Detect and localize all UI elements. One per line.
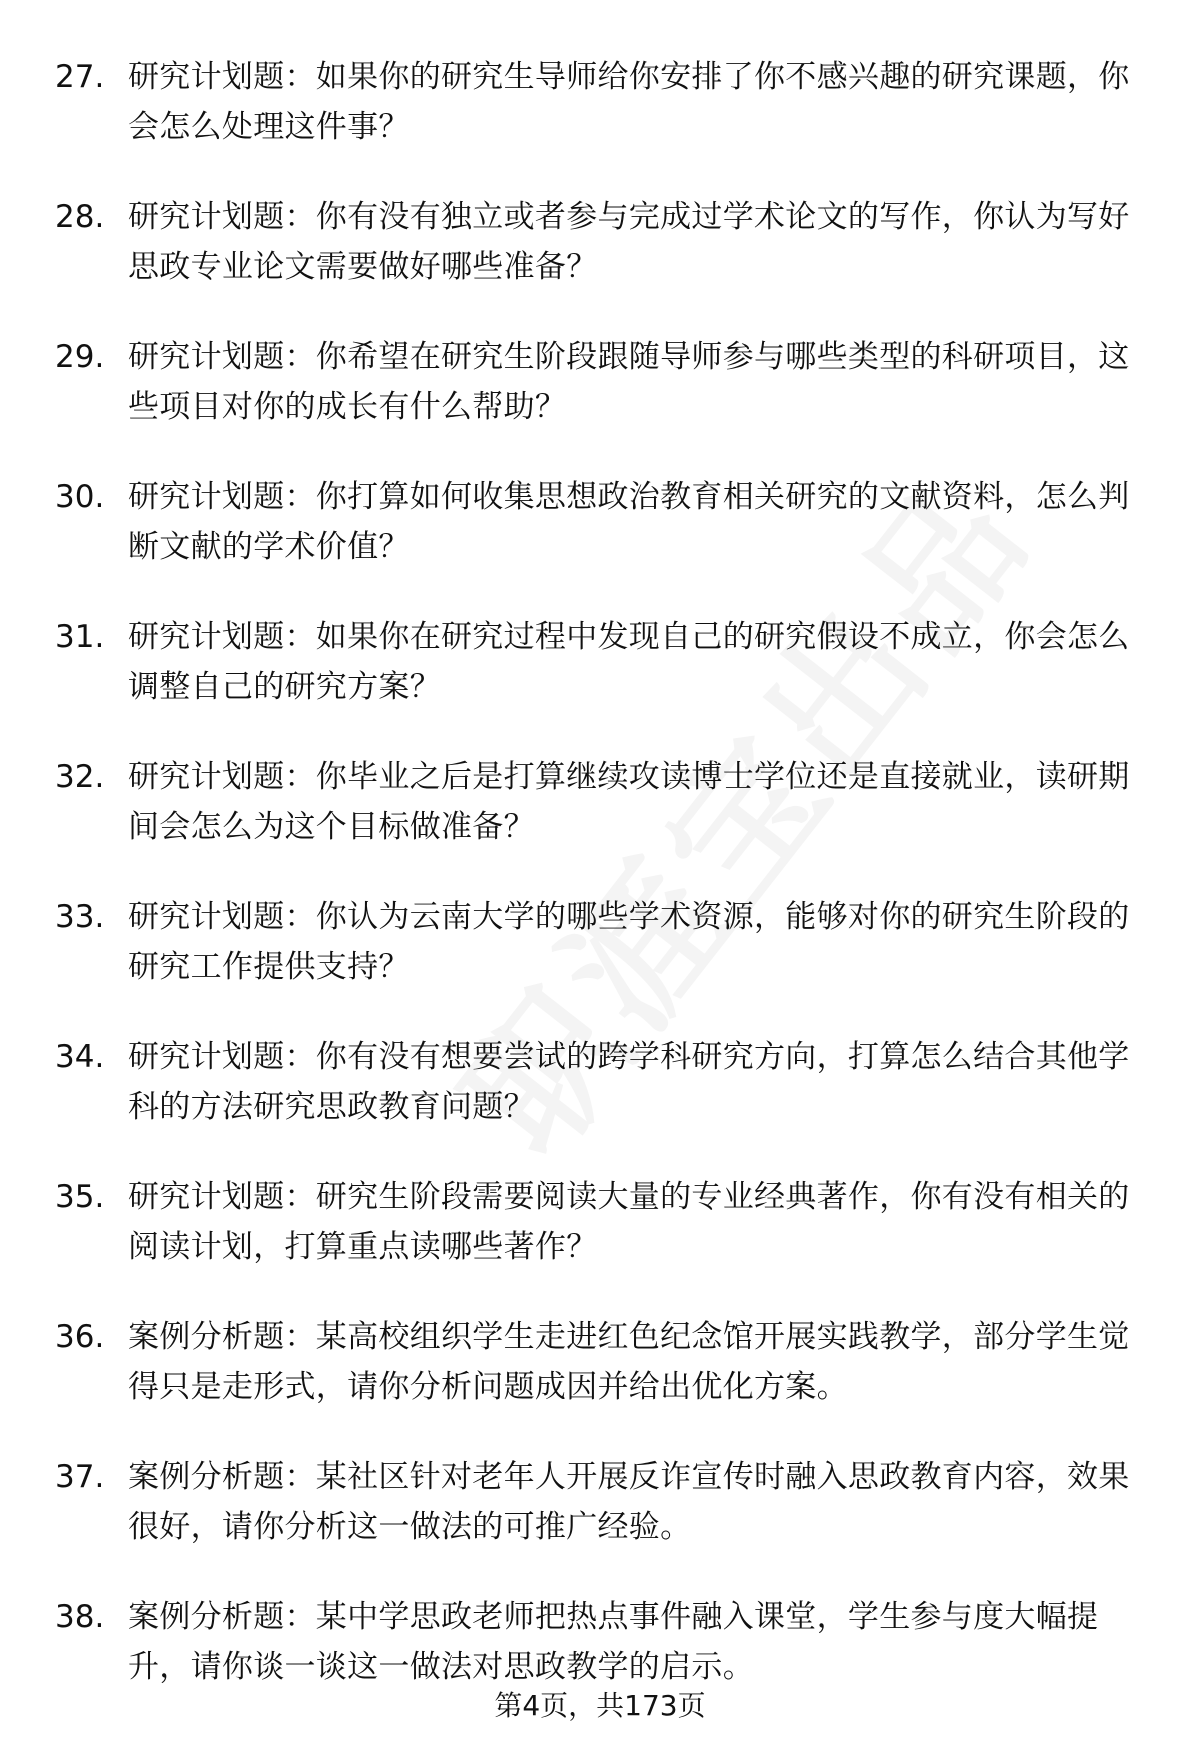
question-number: 30. (55, 479, 105, 515)
question-item-34 (0, 1032, 1200, 1172)
question-list (0, 52, 1200, 1732)
question-number: 33. (55, 899, 105, 935)
question-item-28 (0, 192, 1200, 332)
question-text: 案例分析题：某高校组织学生走进红色纪念馆开展实践教学，部分学生觉得只是走形式，请你分析问题成因并给出优化方案。 (128, 1319, 1130, 1405)
question-number: 31. (55, 619, 105, 655)
question-number: 34. (55, 1039, 105, 1075)
question-text: 研究计划题：你有没有想要尝试的跨学科研究方向，打算怎么结合其他学科的方法研究思政教育问题？ (128, 1039, 1130, 1125)
question-number: 36. (55, 1319, 105, 1355)
question-item-29 (0, 332, 1200, 472)
question-item-33 (0, 892, 1200, 1032)
question-text: 研究计划题：你有没有独立或者参与完成过学术论文的写作，你认为写好思政专业论文需要做好哪些准备？ (128, 199, 1130, 285)
page-footer: 第4页，共173页 (494, 1689, 706, 1722)
question-item-35 (0, 1172, 1200, 1312)
question-text: 研究计划题：你认为云南大学的哪些学术资源，能够对你的研究生阶段的研究工作提供支持？ (128, 899, 1130, 985)
question-number: 29. (55, 339, 105, 375)
question-item-36 (0, 1312, 1200, 1452)
question-item-31 (0, 612, 1200, 752)
question-text: 研究计划题：你毕业之后是打算继续攻读博士学位还是直接就业，读研期间会怎么为这个目标做准备？ (128, 759, 1130, 845)
question-item-27 (0, 52, 1200, 192)
question-item-30 (0, 472, 1200, 612)
question-text: 研究计划题：如果你在研究过程中发现自己的研究假设不成立，你会怎么调整自己的研究方案？ (128, 619, 1130, 705)
question-text: 案例分析题：某中学思政老师把热点事件融入课堂，学生参与度大幅提升，请你谈一谈这一做法对思政教学的启示。 (128, 1599, 1099, 1685)
question-number: 38. (55, 1599, 105, 1635)
question-number: 32. (55, 759, 105, 795)
question-text: 案例分析题：某社区针对老年人开展反诈宣传时融入思政教育内容，效果很好，请你分析这一做法的可推广经验。 (128, 1459, 1130, 1545)
question-number: 27. (55, 59, 105, 95)
question-text: 研究计划题：如果你的研究生导师给你安排了你不感兴趣的研究课题，你会怎么处理这件事？ (128, 59, 1130, 145)
question-text: 研究计划题：你希望在研究生阶段跟随导师参与哪些类型的科研项目，这些项目对你的成长有什么帮助？ (128, 339, 1130, 425)
question-item-32 (0, 752, 1200, 892)
question-text: 研究计划题：研究生阶段需要阅读大量的专业经典著作，你有没有相关的阅读计划，打算重点读哪些著作？ (128, 1179, 1130, 1265)
question-text: 研究计划题：你打算如何收集思想政治教育相关研究的文献资料，怎么判断文献的学术价值？ (128, 479, 1130, 565)
question-number: 28. (55, 199, 105, 235)
question-item-37 (0, 1452, 1200, 1592)
question-number: 37. (55, 1459, 105, 1495)
question-number: 35. (55, 1179, 105, 1215)
